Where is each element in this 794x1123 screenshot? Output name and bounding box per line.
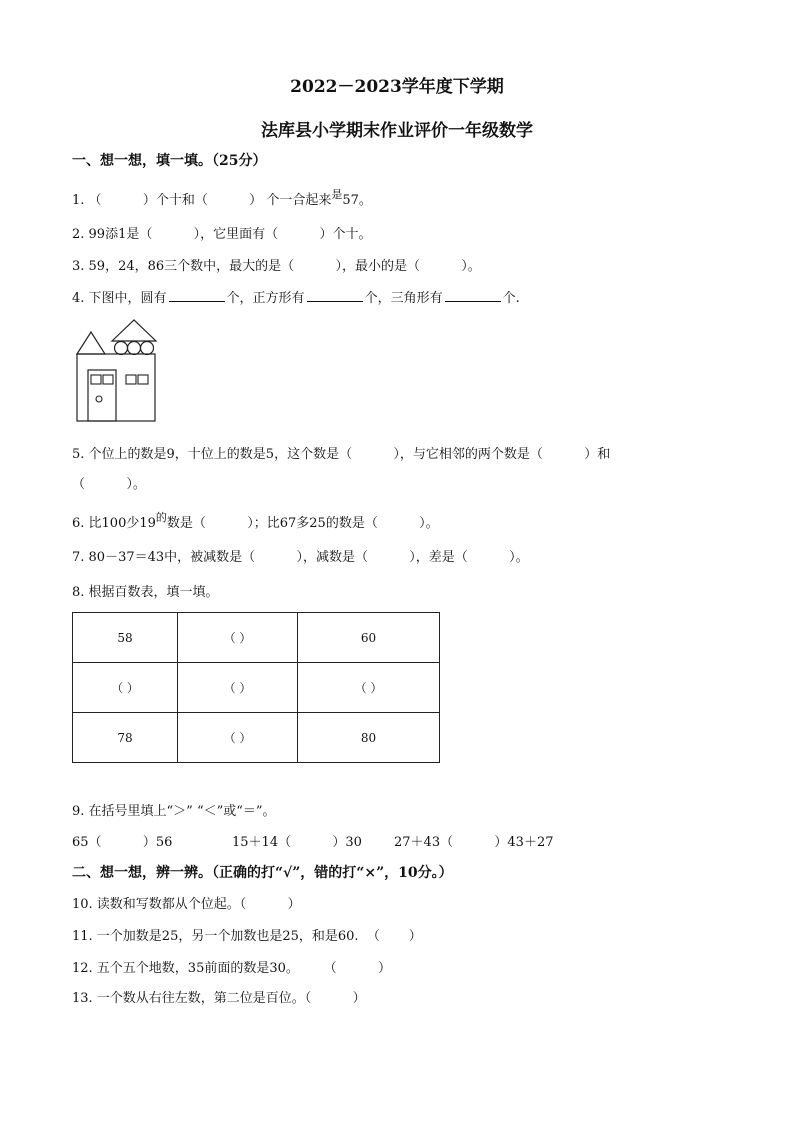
answer-blank[interactable]: [307, 300, 363, 302]
table-cell[interactable]: （ ）: [178, 613, 298, 663]
question-11: [72, 925, 422, 944]
table-row: [73, 613, 440, 663]
house-figure: [74, 318, 164, 424]
table-cell[interactable]: （ ）: [178, 663, 298, 713]
title-year: 2022－2023学年度下学期: [290, 77, 504, 97]
question-7: [72, 546, 529, 565]
question-10-text: 10. 读数和写数都从个位起。（ ）: [72, 897, 301, 912]
question-13-text: 13. 一个数从右往左数，第二位是百位。（ ）: [72, 991, 366, 1006]
door-knob-circle: [96, 396, 102, 402]
triangle-shape: [77, 332, 105, 354]
question-6-text-a: 6. 比100少19: [72, 516, 156, 531]
question-9-item: [232, 831, 362, 850]
question-9-item: [394, 831, 554, 850]
question-10: [72, 893, 301, 912]
question-6-sup: 的: [155, 511, 167, 524]
answer-blank[interactable]: [169, 300, 225, 302]
table-row: [73, 663, 440, 713]
question-5-cont: [72, 473, 146, 492]
table-row: [73, 713, 440, 763]
table-cell: 60: [298, 613, 440, 663]
question-1-sup: 是: [331, 188, 343, 201]
question-9-item-1: 65（ ）56: [72, 835, 173, 850]
table-cell[interactable]: （ ）: [298, 663, 440, 713]
question-8-text: 8. 根据百数表，填一填。: [72, 585, 219, 600]
question-12-text: 12. 五个五个地数，35前面的数是30。 （ ）: [72, 961, 392, 976]
table-cell[interactable]: （ ）: [73, 663, 178, 713]
answer-blank[interactable]: [445, 300, 501, 302]
question-6: [72, 512, 439, 531]
question-5: [72, 443, 610, 462]
question-1: [72, 189, 372, 208]
square-shape: [91, 375, 101, 384]
question-2: [72, 223, 372, 242]
square-shape: [103, 375, 113, 384]
circle-shape: [128, 342, 141, 355]
question-7-text: 7. 80－37＝43中，被减数是（ ），减数是（ ），差是（ ）。: [72, 550, 529, 565]
question-12: [72, 957, 391, 976]
question-4-text-a: 4. 下图中，圆有: [72, 291, 167, 306]
square-shape: [126, 375, 136, 384]
question-3: [72, 255, 481, 274]
question-5-line1: 5. 个位上的数是9，十位上的数是5，这个数是（ ），与它相邻的两个数是（ ）和: [72, 447, 611, 462]
question-9-item-3: 27＋43（ ）43＋27: [394, 835, 554, 850]
circle-shape: [141, 342, 154, 355]
circle-shape: [115, 342, 128, 355]
question-1-text: 1. （ ）个十和（ ） 个一合起来: [72, 193, 332, 208]
table-cell[interactable]: （ ）: [178, 713, 298, 763]
question-4: [72, 287, 520, 306]
hundred-chart-table: [72, 612, 440, 763]
question-13: [72, 987, 366, 1006]
question-9-item-2: 15＋14（ ）30: [232, 835, 362, 850]
question-11-text: 11. 一个加数是25，另一个加数也是25，和是60. （ ）: [72, 929, 422, 944]
question-9-item: [72, 831, 172, 850]
question-4-text-d: 个.: [502, 291, 520, 306]
question-5-line2: （ ）。: [72, 477, 146, 492]
question-4-text-c: 个，三角形有: [364, 291, 443, 306]
table-cell: 58: [73, 613, 178, 663]
triangle-shape: [112, 320, 156, 341]
section2-heading: 二、想一想，辨一辨。（正确的打“√”，错的打“×”，10分。）: [72, 865, 453, 881]
question-9-text: 9. 在括号里填上“＞” “＜”或“＝”。: [72, 804, 276, 819]
section1-heading: 一、想一想，填一填。（25分）: [72, 153, 267, 169]
question-4-text-b: 个，正方形有: [226, 291, 305, 306]
door-shape: [88, 370, 116, 421]
table-cell: 78: [73, 713, 178, 763]
question-3-text: 3. 59，24，86三个数中，最大的是（ ），最小的是（ ）。: [72, 259, 481, 274]
question-1-end: 57。: [342, 193, 372, 208]
square-shape: [138, 375, 148, 384]
table-cell: 80: [298, 713, 440, 763]
question-9: [72, 800, 276, 819]
title-subject: 法库县小学期末作业评价一年级数学: [261, 121, 533, 141]
question-2-text: 2. 99添1是（ ），它里面有（ ）个十。: [72, 227, 372, 242]
question-8: [72, 581, 219, 600]
question-6-text-b: 数是（ ）；比67多25的数是（ ）。: [166, 516, 439, 531]
